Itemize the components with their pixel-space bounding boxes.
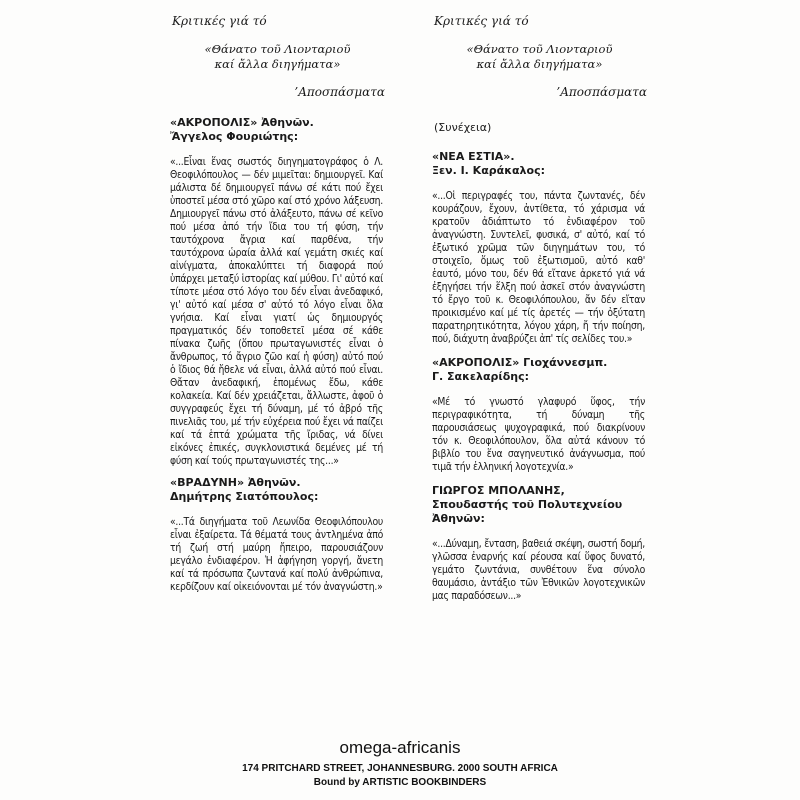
review-akropolis-johannesburg — [432, 356, 647, 474]
review-source: «ΒΡΑΔΥΝΗ» Ἀθηνῶν. — [170, 476, 301, 489]
publisher-name: omega-africanis — [339, 738, 461, 757]
review-nea-estia — [432, 150, 647, 346]
review-quote: «...Δύναμη, ἔνταση, βαθειά σκέψη, σωστή δομή, γλῶσσα ἐναρνής καί ρέουσα καί ὕφος δυνατό, γεμάτο ζωντάνια, συνθέτουν ἕνα σύνολο θαυμάσιο, ἀντάξιο τῶν Ἐθνικῶν λογοτεχνικῶν μας παραδόσεων...» — [432, 538, 645, 602]
bound-by: Bound by ARTISTIC BOOKBINDERS — [313, 777, 487, 788]
review-quote: «...Τά διηγήματα τοῦ Λεωνίδα Θεοφιλόπουλου εἶναι ἐξαίρετα. Τά θέματά τους ἀντλημένα ἀπό τή ζωή στή μαύρη ἤπειρο, παρουσιάζουν μεγάλο ἐνδιαφέρον. Ἡ ἀφήγηση γοργή, ἄνετη καί τά πρόσωπα ζωντανά καί πολύ ἀνθρώπινα, κερδίζουν καί οἰκειόνονται μέ τόν ἀναγνώστη.» — [170, 516, 383, 593]
left-book-title-line1: «Θάνατο τοῦ Λιονταριοῦ — [204, 42, 351, 56]
review-quote: «...Εἶναι ἕνας σωστός διηγηματογράφος ὁ Λ. Θεοφιλόπουλος — δέν μιμεῖται: δημιουργεῖ. Καί μάλιστα δέ δημιουργεῖ πάνω σέ κάτι πού ἔχει ὑποστεῖ μέσα στό χῶρο καί στό χρόνο λάξευση. Δημιουργεῖ πάνω στό ἀλάξευτο, πάνω σέ κεῖνο πού μέσα ἀπό τήν ἴδια του τή φύση, τήν ταυτόχρονα ἄγρια καί παρθένα, τήν ταυτόχρονα ὡραία ἀλλά καί γεμάτη σκιές καί αἰνίγματα, ἀποκαλύπτει τή διαφορά πού ὑπάρχει μεταξύ ἱστορίας καί μύθου. Γι' αὐτό καί τίποτε μέσα στό λόγο του δέν εἶναι ἀνεδαφικό, γι' αὐτό καί μέσα σ' αὐτό τό λόγο εἶναι ὅλα γνήσια. Καί εἶναι γιατί ὡς δημιουργός πραγματικός δέν τοποθετεῖ μέσα σέ κάθε πίνακα ζωῆς (ὅπου πρωταγωνιστές εἶναι ὁ ἄνθρωπος, τό ἄγριο ζῶο καί ἡ φύση) αὐτό πού ὁ ἴδιος θά ἤθελε νά εἶναι, ἀλλά αὐτό πού εἶναι. Θἄταν ἀνεδαφική, ἑπομένως ἔδω, κάθε κολακεία. Καί δέν χρειάζεται, ἄλλωστε, ἀφοῦ ὁ συγγραφεύς ἔχει τή δύναμη, μέ τό ἀβρό τῆς πινελιᾶς του, μέ τήν εὐχέρεια πού ἔχει νά παίζει καί τά ἑπτά χρώματα τῆς ἴριδας, νά δίνει εἰκόνες ἐπικές, συγκλονιστικά δεμένες μέ τή φύση καί τούς πρωταγωνιστές της...» — [170, 156, 384, 467]
right-header-title: Κριτικές γιά τό — [434, 14, 529, 28]
review-author: Σπουδαστής τοῦ Πολυτεχνείου Ἀθηνῶν: — [432, 498, 623, 525]
review-vradyni — [170, 476, 385, 594]
review-author: Ἄγγελος Φουριώτης: — [170, 130, 299, 143]
left-column — [170, 14, 385, 594]
review-source: «ΝΕΑ ΕΣΤΙΑ». — [432, 150, 515, 163]
right-column — [432, 14, 647, 603]
review-author: Γ. Σακελαρίδης: — [432, 370, 530, 383]
review-author: Ξεν. Ι. Καράκαλος: — [432, 164, 545, 177]
left-book-title-line2: καί ἄλλα διηγήματα» — [214, 57, 341, 71]
review-source: «ΑΚΡΟΠΟΛΙΣ» Γιοχάννεσμπ. — [432, 356, 608, 369]
review-quote: «Μέ τό γνωστό γλαφυρό ὕφος, τήν περιγραφικότητα, τή δύναμη τῆς παρουσιάσεως ψυχογραφικά, πού διακρίνουν τόν κ. Θεοφιλόπουλον, ὅλα αὐτά κάνουν τό βιβλίο του ἕνα σαγηνευτικό ἀνάγνωσμα, πού τιμᾶ τήν ἑλληνική λογοτεχνία.» — [432, 396, 645, 473]
review-author: Δημήτρης Σιατόπουλος: — [170, 490, 319, 503]
review-quote: «...Οἱ περιγραφές του, πάντα ζωντανές, δέν κουράζουν, ἔχουν, ἀντίθετα, τό χάρισμα νά κρατοῦν ἀδιάπτωτο τό ἐνδιαφέρον τοῦ ἀναγνώστη. Συντελεῖ, φυσικά, σ' αὐτό, καί τό ἐξωτικό χρῶμα τῶν διηγημάτων του, τό στοιχεῖο, ὅμως τοῦ ἐξωτισμοῦ, αὐτό καθ' ἑαυτό, μόνο του, δέν θά εἴτανε ἀρκετό γιά νά ἐξηγήσει τήν ἕλξη πού ἀσκεῖ στόν ἀναγνώστη τό ἔργο τοῦ κ. Θεοφιλόπουλου, ἄν δέν εἴταν προικισμένο καί μέ τίς ἀρετές — τήν ὀξύτατη παρατηρητικότητα, λόγου χάρη, ἤ τήν ποίηση, πού, διάχυτη ἀναβρύζει ἀπ' τίς σελίδες του.» — [432, 190, 645, 345]
review-bolanis — [432, 484, 647, 603]
right-excerpt-label: ’Αποσπάσματα — [556, 85, 647, 99]
continued-label: (Συνέχεια) — [434, 121, 492, 134]
right-book-title-line1: «Θάνατο τοῦ Λιονταριοῦ — [466, 42, 613, 56]
review-source: «ΑΚΡΟΠΟΛΙΣ» Ἀθηνῶν. — [170, 116, 314, 129]
review-source: ΓΙΩΡΓΟΣ ΜΠΟΛΑΝΗΣ, — [432, 484, 565, 497]
publisher-address: 174 PRITCHARD STREET, JOHANNESBURG. 2000 SOUTH AFRICA — [242, 763, 558, 774]
left-excerpt-label: ’Αποσπάσματα — [294, 85, 385, 99]
left-header-title: Κριτικές γιά τό — [172, 14, 267, 28]
review-akropolis-athens — [170, 116, 385, 468]
right-book-title-line2: καί ἄλλα διηγήματα» — [476, 57, 603, 71]
